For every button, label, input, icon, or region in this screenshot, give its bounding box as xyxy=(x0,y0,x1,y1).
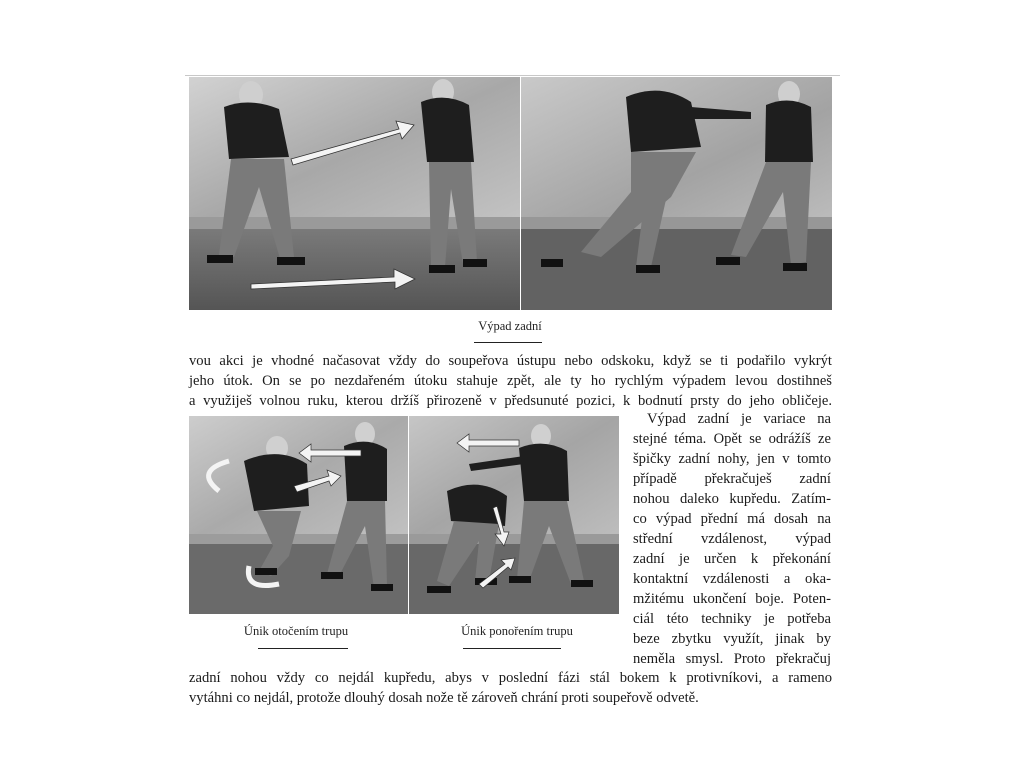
torso-rotation-illustration xyxy=(189,416,408,614)
text-line: zadní je určen k překonání xyxy=(633,551,831,567)
lunge-stance-illustration xyxy=(189,77,520,310)
text-line: střední vzdálenost, výpad xyxy=(633,531,831,547)
text-line: nohou daleko kupředu. Zatím- xyxy=(633,491,831,507)
text-line: mžitému ukončení boje. Poten- xyxy=(633,591,831,607)
photo-bottom-left xyxy=(189,416,408,614)
text-line: jeho útok. On se po nezdařeném útoku stahuje zpět, ale ty ho rychlým výpadem levou dostihneš xyxy=(189,373,832,389)
side-paragraph xyxy=(633,409,831,669)
caption-top-rule xyxy=(474,342,542,343)
text-line: zadní nohou vždy co nejdál kupředu, abys v poslední fázi stál bokem k protivníkovi, a rameno xyxy=(189,670,832,686)
text-line: vou akci je vhodné načasovat vždy do soupeřova ústupu nebo odskoku, když se ti podařilo vykrýt xyxy=(189,353,832,369)
caption-bottom-right-rule xyxy=(463,648,561,649)
text-line: a využiješ volnou ruku, kterou držíš přirozeně v předsunuté pozici, k bodnutí prsty do jeho obličeje. xyxy=(189,393,832,409)
photo-top-right xyxy=(521,77,832,310)
text-line: neměla smysl. Proto překračuj xyxy=(633,651,831,667)
header-rule xyxy=(185,75,840,76)
outro-paragraph xyxy=(189,668,832,708)
text-line: špičky zadní nohy, jen v tomto xyxy=(633,451,831,467)
text-line: beze zbytku využít, jinak by xyxy=(633,631,831,647)
text-line: kontaktní vzdálenosti a oka- xyxy=(633,571,831,587)
text-line: případě překračuješ zadní xyxy=(633,471,831,487)
text-line: stejné téma. Opět se odrážíš ze xyxy=(633,431,831,447)
text-line: co výpad přední má dosah na xyxy=(633,511,831,527)
photo-top-left xyxy=(189,77,520,310)
ducking-evasion-illustration xyxy=(409,416,619,614)
caption-bottom-left-rule xyxy=(258,648,348,649)
text-line: Výpad zadní je variace na xyxy=(647,411,831,427)
rear-lunge-illustration xyxy=(521,77,832,310)
intro-paragraph xyxy=(189,351,832,411)
text-line: vytáhni co nejdál, protože dlouhý dosah nože tě zároveň chrání proti soupeřově odvetě. xyxy=(189,690,699,706)
caption-bottom-left: Únik otočením trupu xyxy=(243,624,349,638)
caption-bottom-right: Únik ponořením trupu xyxy=(461,624,573,638)
text-line: ciál této techniky je potřeba xyxy=(633,611,831,627)
photo-bottom-right xyxy=(409,416,619,614)
caption-top: Výpad zadní xyxy=(478,319,542,333)
